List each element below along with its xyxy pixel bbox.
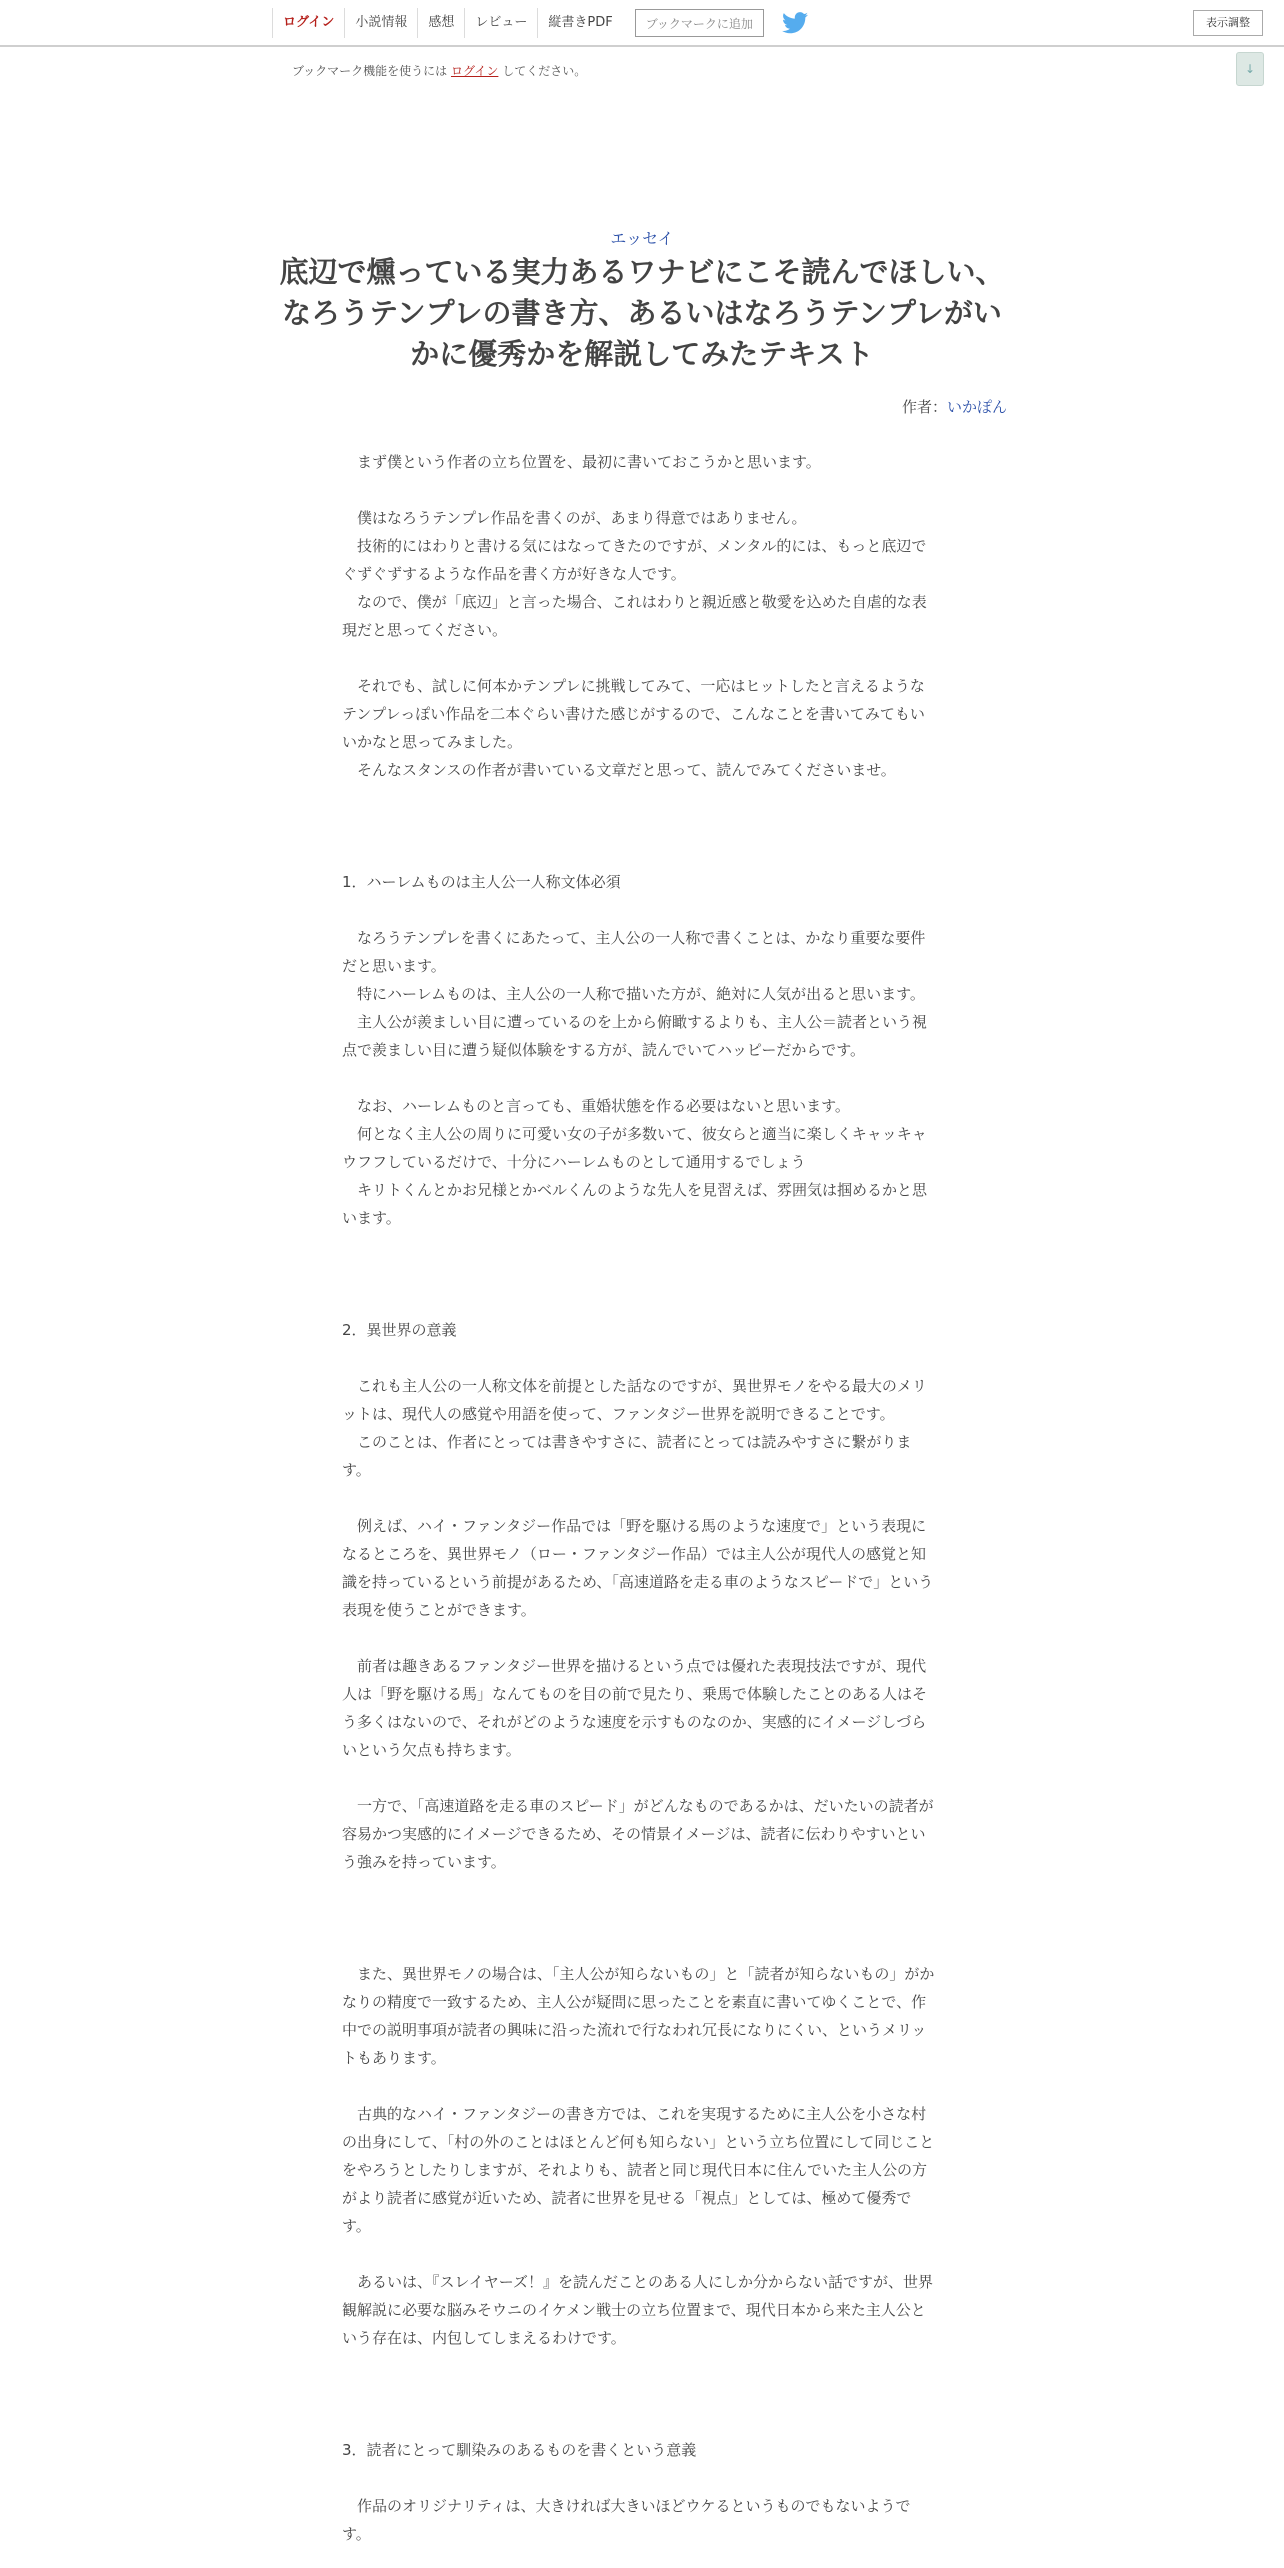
body-line: 前者は趣きあるファンタジー世界を描けるという点では優れた表現技法ですが、現代人は「野を駆ける馬」なんてものを目の前で見たり、乗馬で体験したことのある人はそう多くはないので、それがどのような速度を示すものなのか、実感的にイメージしづらいという欠点も持ちます。 xyxy=(342,1657,928,1759)
body-line xyxy=(342,1232,936,1260)
top-navbar xyxy=(0,0,1284,47)
body-line xyxy=(342,840,936,868)
body-line xyxy=(342,2408,936,2436)
body-line: 技術的にはわりと書ける気にはなってきたのですが、メンタル的には、もっと底辺でぐずぐずするような作品を書く方が好きな人です。 xyxy=(342,537,927,583)
body-line: そんなスタンスの作者が書いている文章だと思って、読んでみてくださいませ。 xyxy=(342,761,896,779)
nav-impressions-link[interactable]: 感想 xyxy=(417,8,464,38)
body-line xyxy=(342,2240,936,2268)
body-line: 特にハーレムものは、主人公の一人称で描いた方が、絶対に人気が出ると思います。 xyxy=(342,985,925,1003)
body-line: まず僕という作者の立ち位置を、最初に書いておこうかと思います。 xyxy=(342,453,821,471)
body-line xyxy=(342,1764,936,1792)
nav-vertical-pdf-link[interactable]: 縦書きPDF xyxy=(537,8,622,38)
twitter-bird-icon[interactable] xyxy=(782,12,808,34)
body-line: 主人公が羨ましい目に遭っているのを上から俯瞰するよりも、主人公＝読者という視点で羨ましい目に遭う疑似体験をする方が、読んでいてハッピーだからです。 xyxy=(342,1013,928,1059)
body-line: なので、僕が「底辺」と言った場合、これはわりと親近感と敬愛を込めた自虐的な表現だと思ってください。 xyxy=(342,593,927,639)
add-bookmark-button[interactable]: ブックマークに追加 xyxy=(635,9,764,37)
body-line: 僕はなろうテンプレ作品を書くのが、あまり得意ではありません。 xyxy=(342,509,807,527)
body-line xyxy=(342,1904,936,1932)
body-line xyxy=(342,1624,936,1652)
nav-novel-info-link[interactable]: 小説情報 xyxy=(344,8,417,38)
notice-login-link[interactable]: ログイン xyxy=(450,64,499,78)
novel-title: 底辺で燻っている実力あるワナビにこそ読んでほしい、なろうテンプレの書き方、あるいはなろうテンプレがいかに優秀かを解説してみたテキスト xyxy=(279,255,1005,371)
body-line: 2．異世界の意義 xyxy=(342,1321,457,1339)
author-label: 作者： xyxy=(901,398,947,416)
body-line xyxy=(342,1932,936,1960)
genre-link[interactable]: エッセイ xyxy=(610,229,674,248)
body-line: 1．ハーレムものは主人公一人称文体必須 xyxy=(342,873,621,891)
body-line: なろうテンプレを書くにあたって、主人公の一人称で書くことは、かなり重要な要件だと思います。 xyxy=(342,929,926,975)
body-line xyxy=(342,784,936,812)
body-line xyxy=(342,1344,936,1372)
body-line: 古典的なハイ・ファンタジーの書き方では、これを実現するために主人公を小さな村の出身にして、「村の外のことはほとんど何も知らない」という立ち位置にして同じことをやろうとしたりしますが、それよりも、読者と同じ現代日本に住んでいた主人公の方がより読者に感覚が近いため、読者に世界を見せる「視点」としては、極めて優秀です。 xyxy=(342,2105,935,2235)
body-line: 一方で、「高速道路を走る車のスピード」がどんなものであるかは、だいたいの読者が容易かつ実感的にイメージできるため、その情景イメージは、読者に伝わりやすいという強みを持っています。 xyxy=(342,1797,934,1871)
bookmark-login-notice xyxy=(292,62,586,79)
body-line xyxy=(342,896,936,924)
body-line: また、異世界モノの場合は、「主人公が知らないもの」と「読者が知らないもの」がかなりの精度で一致するため、主人公が疑問に思ったことを素直に書いてゆくことで、作中での説明事項が読者の興味に沿った流れで行なわれ冗長になりにくい、というメリットもあります。 xyxy=(342,1965,935,2067)
body-line xyxy=(342,2072,936,2100)
body-line: キリトくんとかお兄様とかベルくんのような先人を見習えば、雰囲気は掴めるかと思います。 xyxy=(342,1181,928,1227)
body-line: これも主人公の一人称文体を前提とした話なのですが、異世界モノをやる最大のメリットは、現代人の感覚や用語を使って、ファンタジー世界を説明できることです。 xyxy=(342,1377,927,1423)
body-line xyxy=(342,644,936,672)
novel-body xyxy=(342,448,936,2548)
body-line: 例えば、ハイ・ファンタジー作品では「野を駆ける馬のような速度で」という表現になるところを、異世界モノ（ロー・ファンタジー作品）では主人公が現代人の感覚と知識を持っているという前提があるため、「高速道路を走る車のようなスピードで」という表現を使うことができます。 xyxy=(342,1517,934,1619)
body-line: 何となく主人公の周りに可愛い女の子が多数いて、彼女らと適当に楽しくキャッキャウフフしているだけで、十分にハーレムものとして通用するでしょう xyxy=(342,1125,927,1171)
notice-text-after: してください。 xyxy=(498,64,587,78)
display-settings-button[interactable]: 表示調整 xyxy=(1193,10,1263,36)
body-line: それでも、試しに何本かテンプレに挑戦してみて、一応はヒットしたと言えるようなテンプレっぽい作品を二本ぐらい書けた感じがするので、こんなことを書いてみてもいいかなと思ってみました。 xyxy=(342,677,925,751)
body-line xyxy=(342,1260,936,1288)
scroll-down-button[interactable]: ↓ xyxy=(1236,52,1264,86)
author-name-link[interactable]: いかぽん xyxy=(946,398,1007,416)
nav-review-link[interactable]: レビュー xyxy=(464,8,537,38)
notice-text-before: ブックマーク機能を使うには xyxy=(292,64,451,78)
body-line xyxy=(342,2464,936,2492)
body-line: 作品のオリジナリティは、大きければ大きいほどウケるというものでもないようです。 xyxy=(342,2497,911,2543)
body-line xyxy=(342,1064,936,1092)
body-line xyxy=(342,1288,936,1316)
body-line: あるいは、『スレイヤーズ！』を読んだことのある人にしか分からない話ですが、世界観解説に必要な脳みそウニのイケメン戦士の立ち位置まで、現代日本から来た主人公という存在は、内包してしまえるわけです。 xyxy=(342,2273,934,2347)
body-line xyxy=(342,1484,936,1512)
body-line xyxy=(342,2380,936,2408)
body-line xyxy=(342,1876,936,1904)
body-line: なお、ハーレムものと言っても、重婚状態を作る必要はないと思います。 xyxy=(342,1097,850,1115)
body-line: このことは、作者にとっては書きやすさに、読者にとっては読みやすさに繋がります。 xyxy=(342,1433,912,1479)
author-line xyxy=(902,396,1007,417)
nav-menu xyxy=(272,8,808,38)
body-line: 3．読者にとって馴染みのあるものを書くという意義 xyxy=(342,2441,697,2459)
body-line xyxy=(342,476,936,504)
nav-login-link[interactable]: ログイン xyxy=(272,8,344,38)
body-line xyxy=(342,2352,936,2380)
body-line xyxy=(342,812,936,840)
